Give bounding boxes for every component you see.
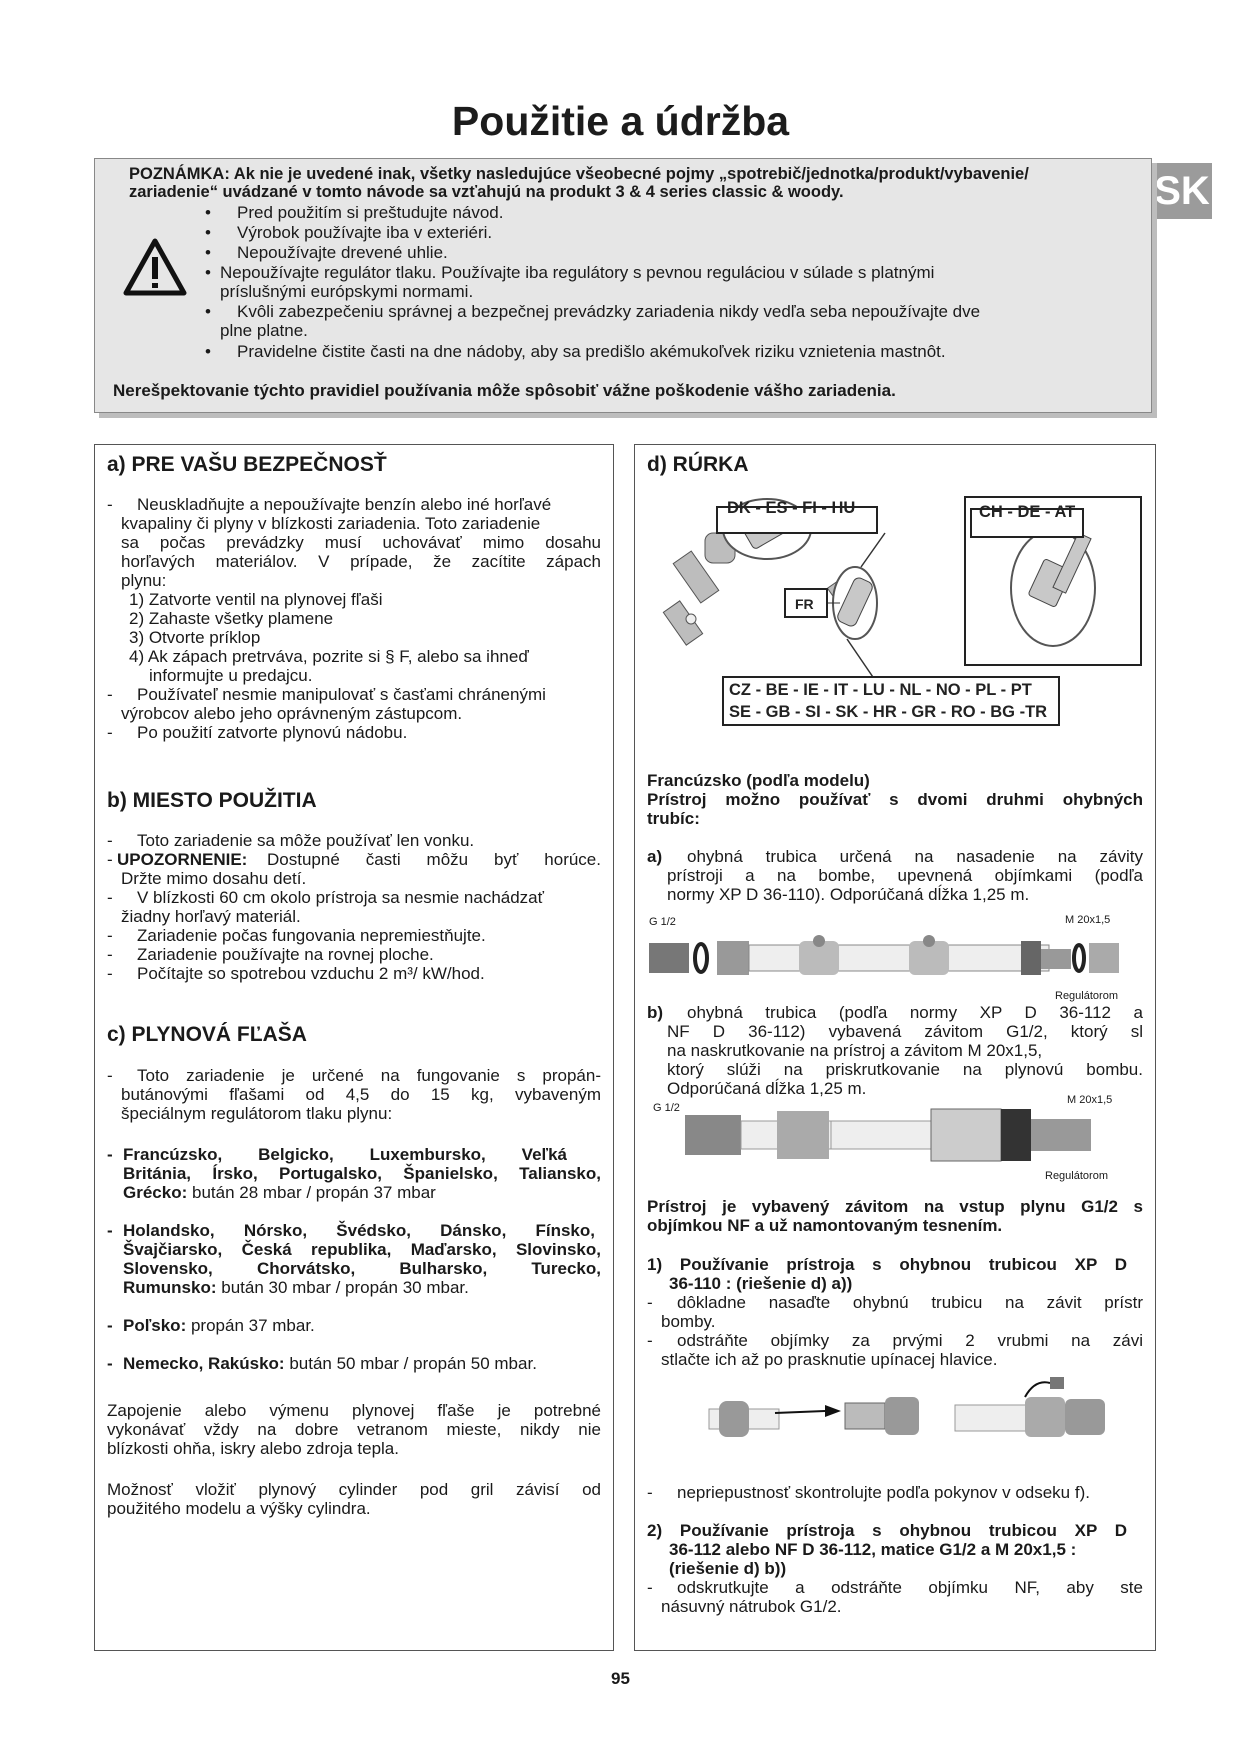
note-warning: Nerešpektovanie týchto pravidiel používania môže spôsobiť vážne poškodenie vášho zariadenia. [113,381,896,400]
sec-c-para-2b: použitého modelu a výšky cylindra. [107,1499,371,1518]
hose-b-line-5: Odporúčaná dĺžka 1,25 m. [667,1079,867,1098]
diagram-b-g12-label: G 1/2 [653,1102,680,1114]
note-bullet-3: Nepoužívajte drevené uhlie. [237,243,448,262]
note-box: POZNÁMKA: Ak nie je uvedené inak, všetky nasledujúce všeobecné pojmy „spotrebič/jednotka/produkt/vybavenie/ zariadenie“ uvádzané v tomto návode sa vzťahujú na produkt 3 & 4 series classic & woody. • Pred použitím si preštudujte návod. • Výrobok používajte iba v exteriéri. • Nepoužívajte drevené uhlie. • Nepoužívajte regulátor tlaku. Používajte iba regulátory s pevnou reguláciou v súlade s platnými príslušnými európskymi normami. • Kvôli zabezpečeniu správnej a bezpečnej prevádzky zariadenia nikdy vedľa seba nepoužívajte dve plne platne. • Pravidelne čistite časti na dne nádoby, aby sa predišlo akémukoľvek riziku vznietenia mastnôt. Nerešpektovanie týchto pravidiel používania môže spôsobiť vážne poškodenie vášho zariadenia. [94,158,1152,413]
usage-1-step-2a: odstráňte objímky za prvými 2 vrubmi na závi [677,1331,1143,1350]
sec-c-para-1c: blízkosti ohňa, iskry alebo zdroja tepla. [107,1439,399,1458]
sec-b-line-3: Držte mimo dosahu detí. [121,869,307,888]
sec-a-line-7: výrobcov alebo jeho oprávneným zástupcom. [121,704,463,723]
sec-c-group-4: Nemecko, Rakúsko: [123,1354,285,1373]
note-bullet-5a: Kvôli zabezpečeniu správnej a bezpečnej prevádzky zariadenia nikdy vedľa seba nepoužívajte dve [237,302,981,321]
sec-c-group-2b: Švajčiarsko, Česká republika, Maďarsko, Slovinsko, [123,1240,601,1259]
sec-a-line-2: kvapaliny či plyny v blízkosti zariadenia. Toto zariadenie [121,514,541,533]
sec-b-line-5: žiadny horľavý materiál. [121,907,301,926]
sec-a-line-1: Neuskladňujte a nepoužívajte benzín alebo iné horľavé [137,495,552,514]
sec-c-line-2: butánovými fľašami od 4,5 do 15 kg, vybaveným [121,1085,601,1104]
sec-c-line-3: špeciálnym regulátorom tlaku plynu: [121,1104,393,1123]
sec-b-line-6: Zariadenie počas fungovania nepremiestňujte. [137,926,486,945]
sec-a-step-1: 1) Zatvorte ventil na plynovej fľaši [129,590,383,609]
sec-c-group-1b: Británia, Írsko, Portugalsko, Španielsko, Taliansko, [123,1164,601,1183]
sec-b-line-8: Počítajte so spotrebou vzduchu 2 m³/ kW/hod. [137,964,485,983]
country-label-dk: DK - ES - FI - HU [727,499,856,517]
language-tab: SK [1152,163,1212,219]
hose-a-diagram [649,929,1119,985]
section-c-heading: c) PLYNOVÁ FĽAŠA [107,1023,307,1046]
sec-c-group-2d: Rumunsko: [123,1278,217,1297]
sec-a-step-2: 2) Zahaste všetky plamene [129,609,334,628]
country-label-cz-1: CZ - BE - IE - IT - LU - NL - NO - PL - PT [729,681,1032,699]
sec-a-line-5: plynu: [121,571,167,590]
section-a-heading: a) PRE VAŠU BEZPEČNOSŤ [107,453,387,476]
sec-c-para-1b: vykonávať vždy na dobre vetranom mieste, nikdy nie [107,1420,601,1439]
diagram-a-g12-label: G 1/2 [649,916,676,928]
hose-a-line-3: normy XP D 36-110). Odporúčaná dĺžka 1,25 m. [667,885,1030,904]
diagram-a-regulator-label: Regulátorom [1055,990,1118,1002]
country-label-ch: CH - DE - AT [979,503,1076,521]
left-column: a) PRE VAŠU BEZPEČNOSŤ - Neuskladňujte a nepoužívajte benzín alebo iné horľavé kvapaliny či plyny v blízkosti zariadenia. Toto zariadenie sa počas prevádzky musí uchovávať mimo dosahu horľavých materiálov. V prípade, že zacítite zápach plynu: 1) Zatvorte ventil na plynovej fľaši 2) Zahaste všetky plamene 3) Otvorte príklop 4) Ak zápach pretrváva, pozrite si § F, alebo sa ihneď informujte u predajcu. - Používateľ nesmie manipulovať s časťami chránenými výrobcov alebo jeho oprávneným zástupcom. - Po použití zatvorte plynovú nádobu. b) MIESTO POUŽITIA - Toto zariadenie sa môže používať len vonku. - UPOZORNENIE: Dostupné časti môžu byť horúce. Držte mimo dosahu detí. - V blízkosti 60 cm okolo prístroja sa nesmie nachádzať žiadny horľavý materiál. - Zariadenie počas fungovania nepremiestňujte. - Zariadenie používajte na rovnej ploche. - Počítajte so spotrebou vzduchu 2 m³/ kW/hod. c) PLYNOVÁ FĽAŠA - Toto zariadenie je určené na fungovanie s propán- butánovými fľašami od 4,5 do 15 kg, vybaveným špeciálnym regulátorom tlaku plynu: - Francúzsko, Belgicko, Luxembursko, Veľká Británia, Írsko, Portugalsko, Španielsko, Taliansko, Grécko: bután 28 mbar / propán 37 mbar - Holandsko, Nórsko, Švédsko, Dánsko, Fínsko, Švajčiarsko, Česká republika, Maďarsko, Slovinsko, Slovensko, Chorvátsko, Bulharsko, Turecko, Rumunsko: bután 30 mbar / propán 30 mbar. - Poľsko: propán 37 mbar. - Nemecko, Rakúsko: bután 50 mbar / propán 50 mbar. Zapojenie alebo výmenu plynovej fľaše je potrebné vykonávať vždy na dobre vetranom mieste, nikdy nie blízkosti ohňa, iskry alebo zdroja tepla. Možnosť vložiť plynový cylinder pod gril závisí od použitého modelu a výšky cylindra. [94,444,614,1651]
sec-c-group-2-value: bután 30 mbar / propán 30 mbar. [221,1278,469,1297]
usage-2-title-a: 2) Používanie prístroja s ohybnou trubicou XP D [647,1521,1127,1540]
diagram-b-regulator-label: Regulátorom [1045,1170,1108,1182]
note-bullet-2: Výrobok používajte iba v exteriéri. [237,223,493,242]
usage-2-title-b: 36-112 alebo NF D 36-112, matice G1/2 a M 20x1,5 : [669,1540,1077,1559]
note-bullet-6: Pravidelne čistite časti na dne nádoby, aby sa predišlo akémukoľvek riziku vznietenia mastnôt. [237,342,946,361]
sec-c-group-1-value: bután 28 mbar / propán 37 mbar [191,1183,436,1202]
sec-c-para-1a: Zapojenie alebo výmenu plynovej fľaše je potrebné [107,1401,601,1420]
note-line-2: zariadenie“ uvádzané v tomto návode sa vzťahujú na produkt 3 & 4 series classic & woody. [129,183,844,201]
note-bullet-4b: príslušnými európskymi normami. [220,282,474,301]
hose-a-line-1: ohybná trubica určená na nasadenie na závity [687,847,1143,866]
usage-1-step-1a: dôkladne nasaďte ohybnú trubicu na závit prístr [677,1293,1143,1312]
usage-2-title-c: (riešenie d) b)) [669,1559,787,1578]
hose-b-line-1: ohybná trubica (podľa normy XP D 36-112 a [687,1003,1143,1022]
page-title: Použitie a údržba [451,98,790,144]
country-label-fr: FR [795,596,814,612]
diagram-b-m20-label: M 20x1,5 [1067,1094,1113,1106]
diagram-a-m20-label: M 20x1,5 [1065,914,1111,926]
france-sub-2: trubíc: [647,809,700,828]
france-title: Francúzsko (podľa modelu) [647,771,870,790]
sec-a-line-6: Používateľ nesmie manipulovať s časťami chránenými [137,685,546,704]
hose-a-line-2: prístroji a na bombe, upevnená objímkami (podľa [667,866,1143,885]
sec-b-line-2: Dostupné časti môžu byť horúce. [267,850,601,869]
usage-1-title-a: 1) Používanie prístroja s ohybnou trubicou XP D [647,1255,1127,1274]
section-d-heading: d) RÚRKA [647,453,749,476]
sec-c-group-3: Poľsko: [123,1316,187,1335]
note-bullet-1: Pred použitím si preštudujte návod. [237,203,504,222]
usage-1-step-3: nepriepustnosť skontrolujte podľa pokynov v odseku f). [677,1483,1090,1502]
sec-a-step-4b: informujte u predajcu. [149,666,313,685]
hose-b-line-3: na naskrutkovanie na prístroj a závitom M 20x1,5, [667,1041,1043,1060]
usage-2-step-1b: násuvný nátrubok G1/2. [661,1597,842,1616]
clamp-removal-diagram [705,1375,1125,1445]
inlet-line-2: objímkou NF a už namontovaným tesnením. [647,1216,1003,1235]
note-line-1: POZNÁMKA: Ak nie je uvedené inak, všetky nasledujúce všeobecné pojmy „spotrebič/jednotka/produkt/vybavenie/ [129,165,1029,183]
note-bullet-5b: plne platne. [220,321,308,340]
sec-b-line-4: V blízkosti 60 cm okolo prístroja sa nesmie nachádzať [137,888,545,907]
france-sub-1: Prístroj možno používať s dvomi druhmi ohybných [647,790,1143,809]
usage-1-step-2b: stlačte ich až po prasknutie upínacej hlavice. [661,1350,998,1369]
section-b-heading: b) MIESTO POUŽITIA [107,789,317,812]
sec-a-step-3: 3) Otvorte príklop [129,628,261,647]
warning-triangle-icon [122,237,188,297]
sec-c-group-1c: Grécko: [123,1183,188,1202]
sec-a-line-4: horľavých materiálov. V prípade, že zacítite zápach [121,552,601,571]
sec-c-group-3-value: propán 37 mbar. [190,1316,315,1335]
hose-b-line-4: ktorý slúži na priskrutkovanie na plynovú bombu. [667,1060,1143,1079]
note-bullet-4a: Nepoužívajte regulátor tlaku. Používajte iba regulátory s pevnou reguláciou v súlade s platnými [220,263,935,282]
page-number: 95 [611,1669,630,1688]
sec-b-line-7: Zariadenie používajte na rovnej ploche. [137,945,434,964]
usage-1-step-1b: bomby. [661,1312,716,1331]
sec-a-line-3: sa počas prevádzky musí uchovávať mimo dosahu [121,533,601,552]
sec-a-line-8: Po použití zatvorte plynovú nádobu. [137,723,408,742]
sec-c-group-1a: Francúzsko, Belgicko, Luxembursko, Veľká [123,1145,567,1164]
sec-b-caution: UPOZORNENIE: [117,850,248,869]
usage-1-title-b: 36-110 : (riešenie d) a)) [669,1274,853,1293]
country-label-cz-2: SE - GB - SI - SK - HR - GR - RO - BG -TR [729,703,1048,721]
inlet-line-1: Prístroj je vybavený závitom na vstup plynu G1/2 s [647,1197,1143,1216]
hose-b-diagram [685,1105,1105,1165]
sec-c-line-1: Toto zariadenie je určené na fungovanie s propán- [137,1066,601,1085]
sec-c-group-2c: Slovensko, Chorvátsko, Bulharsko, Turecko, [123,1259,601,1278]
sec-c-group-4-value: bután 50 mbar / propán 50 mbar. [289,1354,537,1373]
sec-b-line-1: Toto zariadenie sa môže používať len vonku. [137,831,475,850]
sec-a-step-4a: 4) Ak zápach pretrváva, pozrite si § F, alebo sa ihneď [129,647,529,666]
sec-c-group-2a: Holandsko, Nórsko, Švédsko, Dánsko, Fínsko, [123,1221,595,1240]
right-column: d) RÚRKA DK - ES - FI - HU CH - DE - AT FR CZ - BE - IE - IT - LU - NL - NO - PL - PT SE - GB - SI - SK - HR - GR - RO - BG -TR Francúzsko (podľa modelu) Prístroj možno používať s dvomi druhmi ohybných trubíc: a) ohybná trubica určená na nasadenie na závity prístroji a na bombe, upevnená objímkami (podľa normy XP D 36-110). Odporúčaná dĺžka 1,25 m. G 1/2 M 20x1,5 Regulátorom b) ohybná trubica (podľa normy XP D 36-112 a NF D 36-112) vybavená závitom G1/2, ktorý sl na naskrutkovanie na prístroj a závitom M 20x1,5, ktorý slúži na priskrutkovanie na plynovú bombu. Odporúčaná dĺžka 1,25 m. G 1/2 M 20x1,5 Regulátorom Prístroj je vybavený závitom na vstup plynu G1/2 s objímkou NF a už namontovaným tesnením. 1) Používanie prístroja s ohybnou trubicou XP D 36-110 : (riešenie d) a)) - dôkladne nasaďte ohybnú trubicu na závit prístr bomby. - odstráňte objímky za prvými 2 vrubmi na závi stlačte ich až po prasknutie upínacej hlavice. - nepriepustnosť skontrolujte podľa pokynov v odseku f). 2) Používanie prístroja s ohybnou trubicou XP D 36-112 alebo NF D 36-112, matice G1/2 a M 20x1,5 : (riešenie d) b)) - odskrutkujte a odstráňte objímku NF, aby ste násuvný nátrubok G1/2. [634,444,1156,1651]
hose-b-line-2: NF D 36-112) vybavená závitom G1/2, ktorý sl [667,1022,1143,1041]
sec-c-para-2a: Možnosť vložiť plynový cylinder pod gril závisí od [107,1480,601,1499]
usage-2-step-1a: odskrutkujte a odstráňte objímku NF, aby ste [677,1578,1143,1597]
